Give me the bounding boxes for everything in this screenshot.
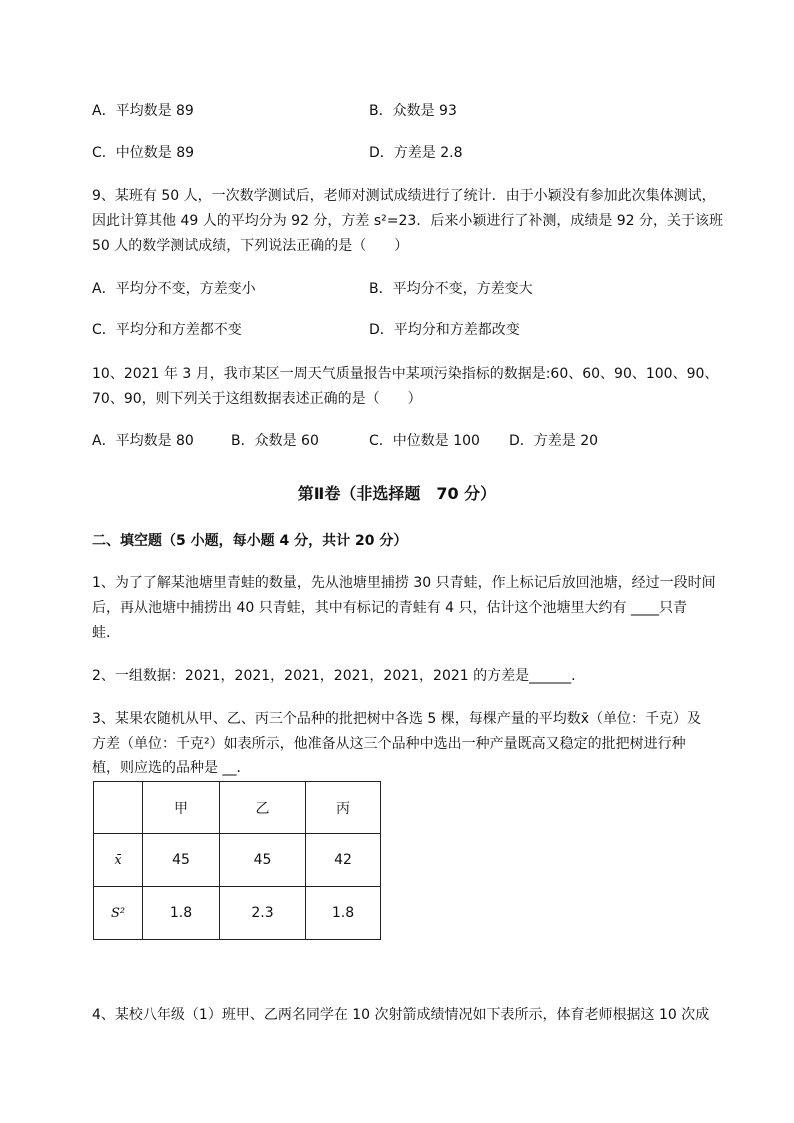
f4-line1: 4、某校八年级（1）班甲、乙两名同学在 10 次射箭成绩情况如下表所示，体育老师根据这 10 次成	[92, 1007, 710, 1023]
f3-line2: 方差（单位：千克²）如表所示，他准备从这三个品种中选出一种产量既高又稳定的批把树进行种	[92, 736, 686, 752]
table-header-jia: 甲	[143, 782, 220, 834]
table-cell: 1.8	[306, 887, 381, 940]
varieties-table	[93, 781, 381, 940]
q9-stem-line2: 因此计算其他 49 人的平均分为 92 分，方差 s²=23．后来小颖进行了补测，成绩是 92 分，关于该班	[92, 213, 724, 229]
part2-title: 第Ⅱ卷（非选择题 70 分）	[297, 484, 497, 503]
q9-option-d: D．平均分和方差都改变	[369, 322, 520, 338]
q10-option-b: B．众数是 60	[231, 433, 319, 449]
table-header-bing: 丙	[306, 782, 381, 834]
q8-option-a: A．平均数是 89	[92, 103, 194, 119]
q8-option-d: D．方差是 2.8	[369, 145, 463, 161]
q10-option-a: A．平均数是 80	[92, 433, 194, 449]
f2-line1: 2、一组数据：2021，2021，2021，2021，2021，2021 的方差是______.	[92, 668, 576, 684]
table-header-yi: 乙	[220, 782, 306, 834]
q10-option-c: C．中位数是 100	[369, 433, 480, 449]
table-cell: 45	[220, 834, 306, 887]
table-cell: 45	[143, 834, 220, 887]
table-row-label-mean: x̄	[94, 834, 143, 887]
table-cell: 42	[306, 834, 381, 887]
f1-line2: 后，再从池塘中捕捞出 40 只青蛙，其中有标记的青蛙有 4 只，估计这个池塘里大约有 ____只青	[92, 600, 687, 616]
q8-option-c: C．中位数是 89	[92, 145, 195, 161]
q10-stem-line2: 70、90，则下列关于这组数据表述正确的是（ ）	[92, 391, 422, 407]
f1-line3: 蛙．	[92, 625, 120, 641]
table-cell: 2.3	[220, 887, 306, 940]
q9-option-b: B．平均分不变，方差变大	[369, 281, 533, 297]
q9-stem-line1: 9、某班有 50 人，一次数学测试后，老师对测试成绩进行了统计．由于小颖没有参加此次集体测试，	[92, 188, 716, 204]
table-header-empty	[94, 782, 143, 834]
table-row-label-variance: S²	[94, 887, 143, 940]
q9-option-a: A．平均分不变，方差变小	[92, 281, 256, 297]
q10-option-d: D．方差是 20	[509, 433, 599, 449]
f3-line1: 3、某果农随机从甲、乙、丙三个品种的批把树中各选 5 棵，每棵产量的平均数x̄（单位：千克）及	[92, 711, 701, 727]
table-row-variance	[94, 887, 381, 940]
q10-stem-line1: 10、2021 年 3 月，我市某区一周天气质量报告中某项污染指标的数据是:60、60、90、100、90、	[92, 366, 719, 382]
table-header-row	[94, 782, 381, 834]
table-cell: 1.8	[143, 887, 220, 940]
q9-option-c: C．平均分和方差都不变	[92, 322, 242, 338]
q9-stem-line3: 50 人的数学测试成绩，下列说法正确的是（ ）	[92, 238, 409, 254]
f1-line1: 1、为了了解某池塘里青蛙的数量，先从池塘里捕捞 30 只青蛙，作上标记后放回池塘，经过一段时间	[92, 575, 716, 591]
section2-heading: 二、填空题（5 小题，每小题 4 分，共计 20 分）	[92, 533, 408, 549]
table-row-mean	[94, 834, 381, 887]
f3-line3: 植，则应选的品种是 __．	[92, 760, 251, 776]
q8-option-b: B．众数是 93	[369, 103, 457, 119]
